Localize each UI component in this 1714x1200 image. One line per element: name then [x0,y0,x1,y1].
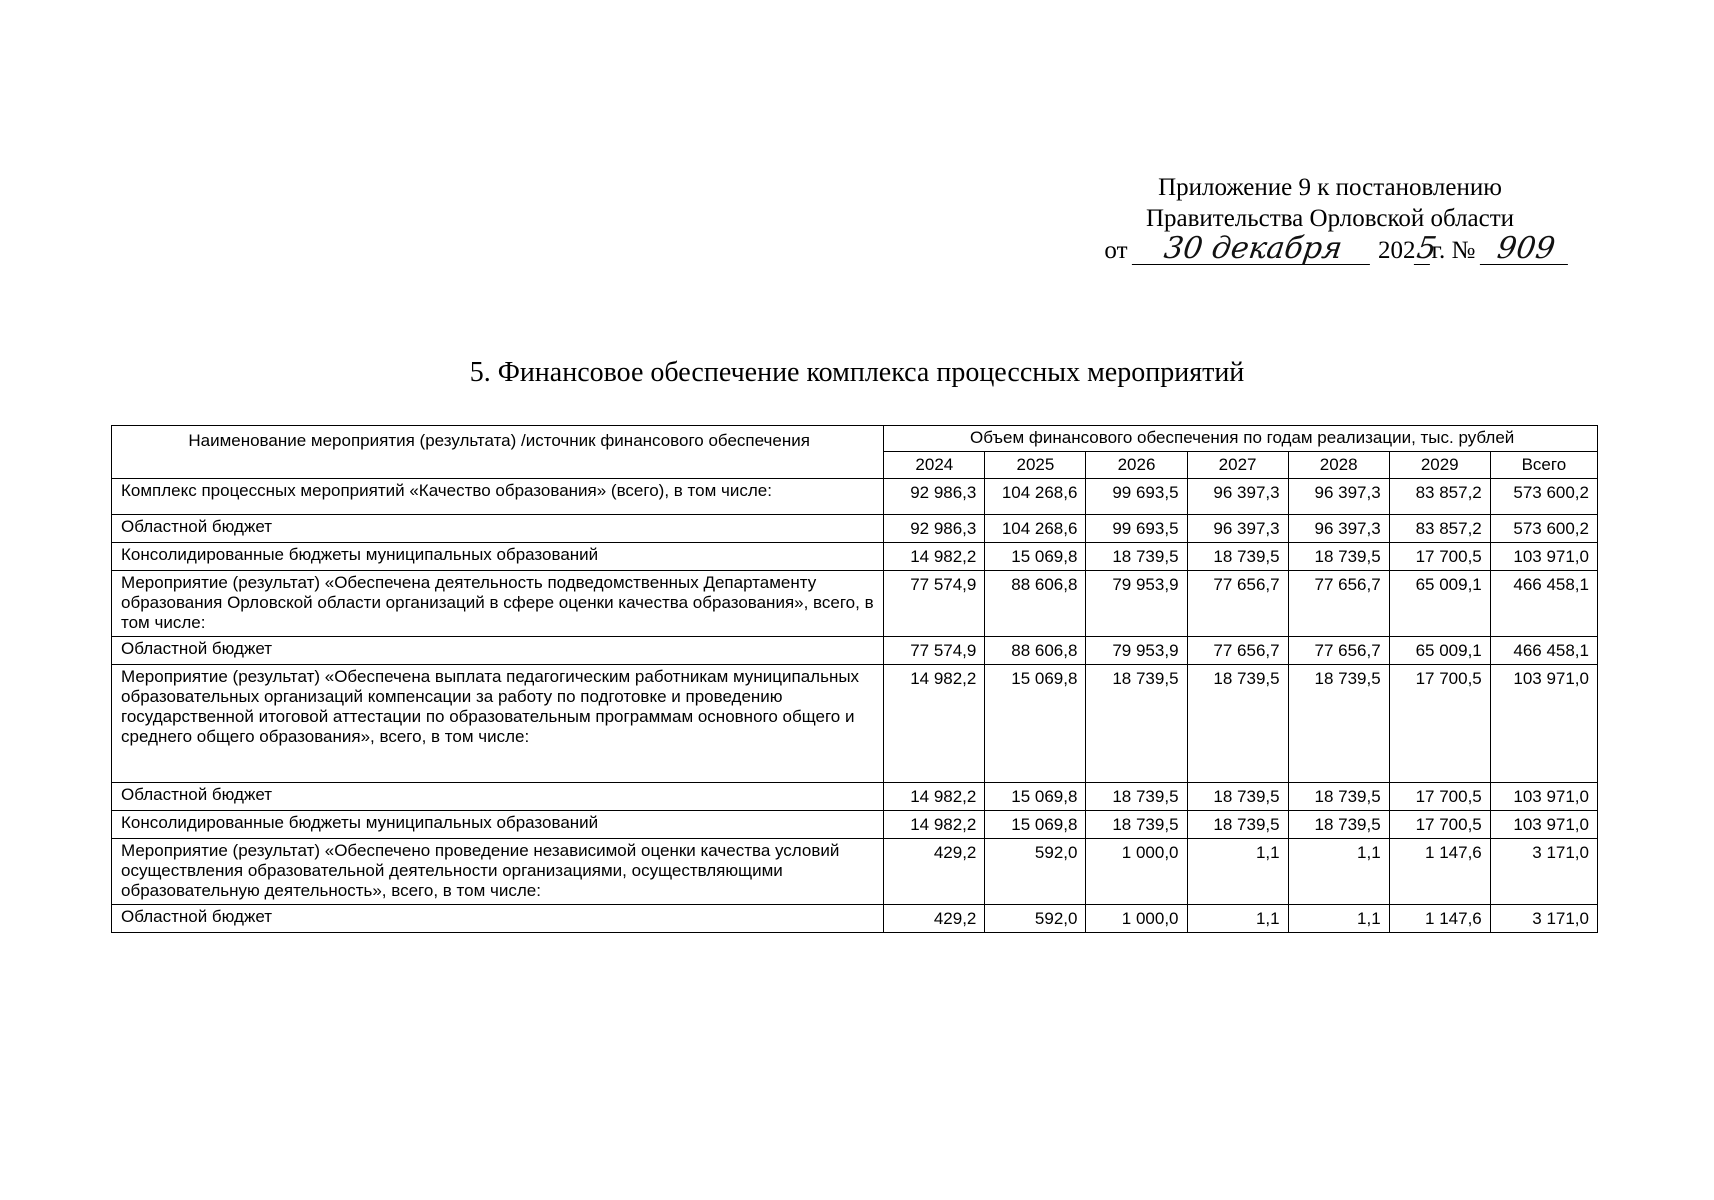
row-name-cell: Консолидированные бюджеты муниципальных образований [112,543,884,571]
row-total-cell: 466 458,1 [1490,571,1597,637]
row-value-cell: 15 069,8 [985,665,1086,783]
row-value-cell: 17 700,5 [1389,811,1490,839]
row-value-cell: 429,2 [884,905,985,933]
financing-table [111,425,1598,933]
year-header: 2026 [1086,452,1187,479]
row-value-cell: 77 574,9 [884,571,985,637]
row-value-cell: 15 069,8 [985,783,1086,811]
row-value-cell: 92 986,3 [884,479,985,515]
table-row [112,637,1598,665]
header-name-cell: Наименование мероприятия (результата) /источник финансового обеспечения [112,426,884,479]
annex-header [1070,172,1590,266]
row-value-cell: 18 739,5 [1288,665,1389,783]
row-value-cell: 77 656,7 [1187,571,1288,637]
row-total-cell: 3 171,0 [1490,905,1597,933]
row-name-cell: Консолидированные бюджеты муниципальных образований [112,811,884,839]
row-total-cell: 103 971,0 [1490,783,1597,811]
row-value-cell: 14 982,2 [884,543,985,571]
row-value-cell: 592,0 [985,905,1086,933]
row-value-cell: 77 656,7 [1288,571,1389,637]
row-value-cell: 77 574,9 [884,637,985,665]
annex-year-prefix: 202 [1378,237,1416,264]
table-row [112,515,1598,543]
row-value-cell: 96 397,3 [1288,515,1389,543]
row-value-cell: 18 739,5 [1086,543,1187,571]
row-value-cell: 88 606,8 [985,571,1086,637]
row-value-cell: 77 656,7 [1187,637,1288,665]
row-total-cell: 103 971,0 [1490,811,1597,839]
row-value-cell: 14 982,2 [884,783,985,811]
row-value-cell: 83 857,2 [1389,479,1490,515]
row-total-cell: 103 971,0 [1490,543,1597,571]
row-value-cell: 429,2 [884,839,985,905]
row-value-cell: 592,0 [985,839,1086,905]
row-value-cell: 99 693,5 [1086,479,1187,515]
row-value-cell: 18 739,5 [1086,811,1187,839]
row-value-cell: 1 000,0 [1086,905,1187,933]
row-value-cell: 104 268,6 [985,479,1086,515]
row-name-cell: Мероприятие (результат) «Обеспечено проведение независимой оценки качества условий осуществления образовательной деятельности организациями, осуществляющими образовательную деятельность», всего, в том числе: [112,839,884,905]
row-value-cell: 104 268,6 [985,515,1086,543]
row-value-cell: 18 739,5 [1288,783,1389,811]
row-value-cell: 18 739,5 [1187,543,1288,571]
row-name-cell: Мероприятие (результат) «Обеспечена выплата педагогическим работникам муниципальных образовательных организаций компенсации за работу по подготовке и проведению государственной итоговой аттестации по образовательным программам основного общего и среднего общего образования», всего, в том числе: [112,665,884,783]
row-value-cell: 1 000,0 [1086,839,1187,905]
row-value-cell: 79 953,9 [1086,571,1187,637]
row-name-cell: Комплекс процессных мероприятий «Качество образования» (всего), в том числе: [112,479,884,515]
year-header: 2024 [884,452,985,479]
row-value-cell: 14 982,2 [884,811,985,839]
row-total-cell: 103 971,0 [1490,665,1597,783]
row-value-cell: 1,1 [1187,905,1288,933]
row-value-cell: 1,1 [1187,839,1288,905]
row-value-cell: 77 656,7 [1288,637,1389,665]
header-volume-cell: Объем финансового обеспечения по годам реализации, тыс. рублей [884,426,1598,452]
annex-year-suffix: г. № [1431,237,1476,264]
row-name-cell: Областной бюджет [112,783,884,811]
table-row [112,905,1598,933]
year-header: 2025 [985,452,1086,479]
row-name-cell: Областной бюджет [112,637,884,665]
annex-from-prefix: от [1104,237,1128,264]
row-total-cell: 573 600,2 [1490,479,1597,515]
row-value-cell: 96 397,3 [1187,515,1288,543]
row-name-cell: Мероприятие (результат) «Обеспечена деятельность подведомственных Департаменту образования Орловской области организаций в сфере оценки качества образования», всего, в том числе: [112,571,884,637]
row-value-cell: 18 739,5 [1187,811,1288,839]
annex-date-line [1090,231,1569,266]
table-row [112,571,1598,637]
handwritten-number: 909 [1479,234,1571,265]
handwritten-year-digit: 5 [1414,231,1439,266]
table-header-row [112,426,1598,452]
row-value-cell: 18 739,5 [1187,665,1288,783]
row-value-cell: 88 606,8 [985,637,1086,665]
handwritten-date: 30 декабря [1132,234,1374,265]
row-value-cell: 17 700,5 [1389,543,1490,571]
row-value-cell: 18 739,5 [1288,811,1389,839]
row-value-cell: 15 069,8 [985,811,1086,839]
row-value-cell: 15 069,8 [985,543,1086,571]
row-value-cell: 14 982,2 [884,665,985,783]
row-value-cell: 18 739,5 [1086,783,1187,811]
row-value-cell: 1 147,6 [1389,839,1490,905]
row-name-cell: Областной бюджет [112,905,884,933]
table-row [112,665,1598,783]
row-value-cell: 1,1 [1288,905,1389,933]
year-header: 2029 [1389,452,1490,479]
table-row [112,783,1598,811]
table-row [112,811,1598,839]
row-value-cell: 65 009,1 [1389,571,1490,637]
year-header: 2027 [1187,452,1288,479]
total-header: Всего [1490,452,1597,479]
row-value-cell: 1 147,6 [1389,905,1490,933]
table-row [112,543,1598,571]
row-value-cell: 18 739,5 [1187,783,1288,811]
row-total-cell: 466 458,1 [1490,637,1597,665]
row-total-cell: 3 171,0 [1490,839,1597,905]
year-header: 2028 [1288,452,1389,479]
document-title: 5. Финансовое обеспечение комплекса процессных мероприятий [469,357,1245,388]
row-value-cell: 96 397,3 [1187,479,1288,515]
row-value-cell: 18 739,5 [1086,665,1187,783]
table-row [112,479,1598,515]
row-value-cell: 92 986,3 [884,515,985,543]
annex-line-2: Правительства Орловской области [1145,205,1515,232]
row-value-cell: 83 857,2 [1389,515,1490,543]
row-value-cell: 1,1 [1288,839,1389,905]
row-value-cell: 65 009,1 [1389,637,1490,665]
row-value-cell: 96 397,3 [1288,479,1389,515]
row-name-cell: Областной бюджет [112,515,884,543]
row-value-cell: 18 739,5 [1288,543,1389,571]
row-value-cell: 17 700,5 [1389,665,1490,783]
row-value-cell: 79 953,9 [1086,637,1187,665]
row-value-cell: 17 700,5 [1389,783,1490,811]
table-row [112,839,1598,905]
row-value-cell: 99 693,5 [1086,515,1187,543]
annex-line-1: Приложение 9 к постановлению [1158,174,1502,201]
row-total-cell: 573 600,2 [1490,515,1597,543]
